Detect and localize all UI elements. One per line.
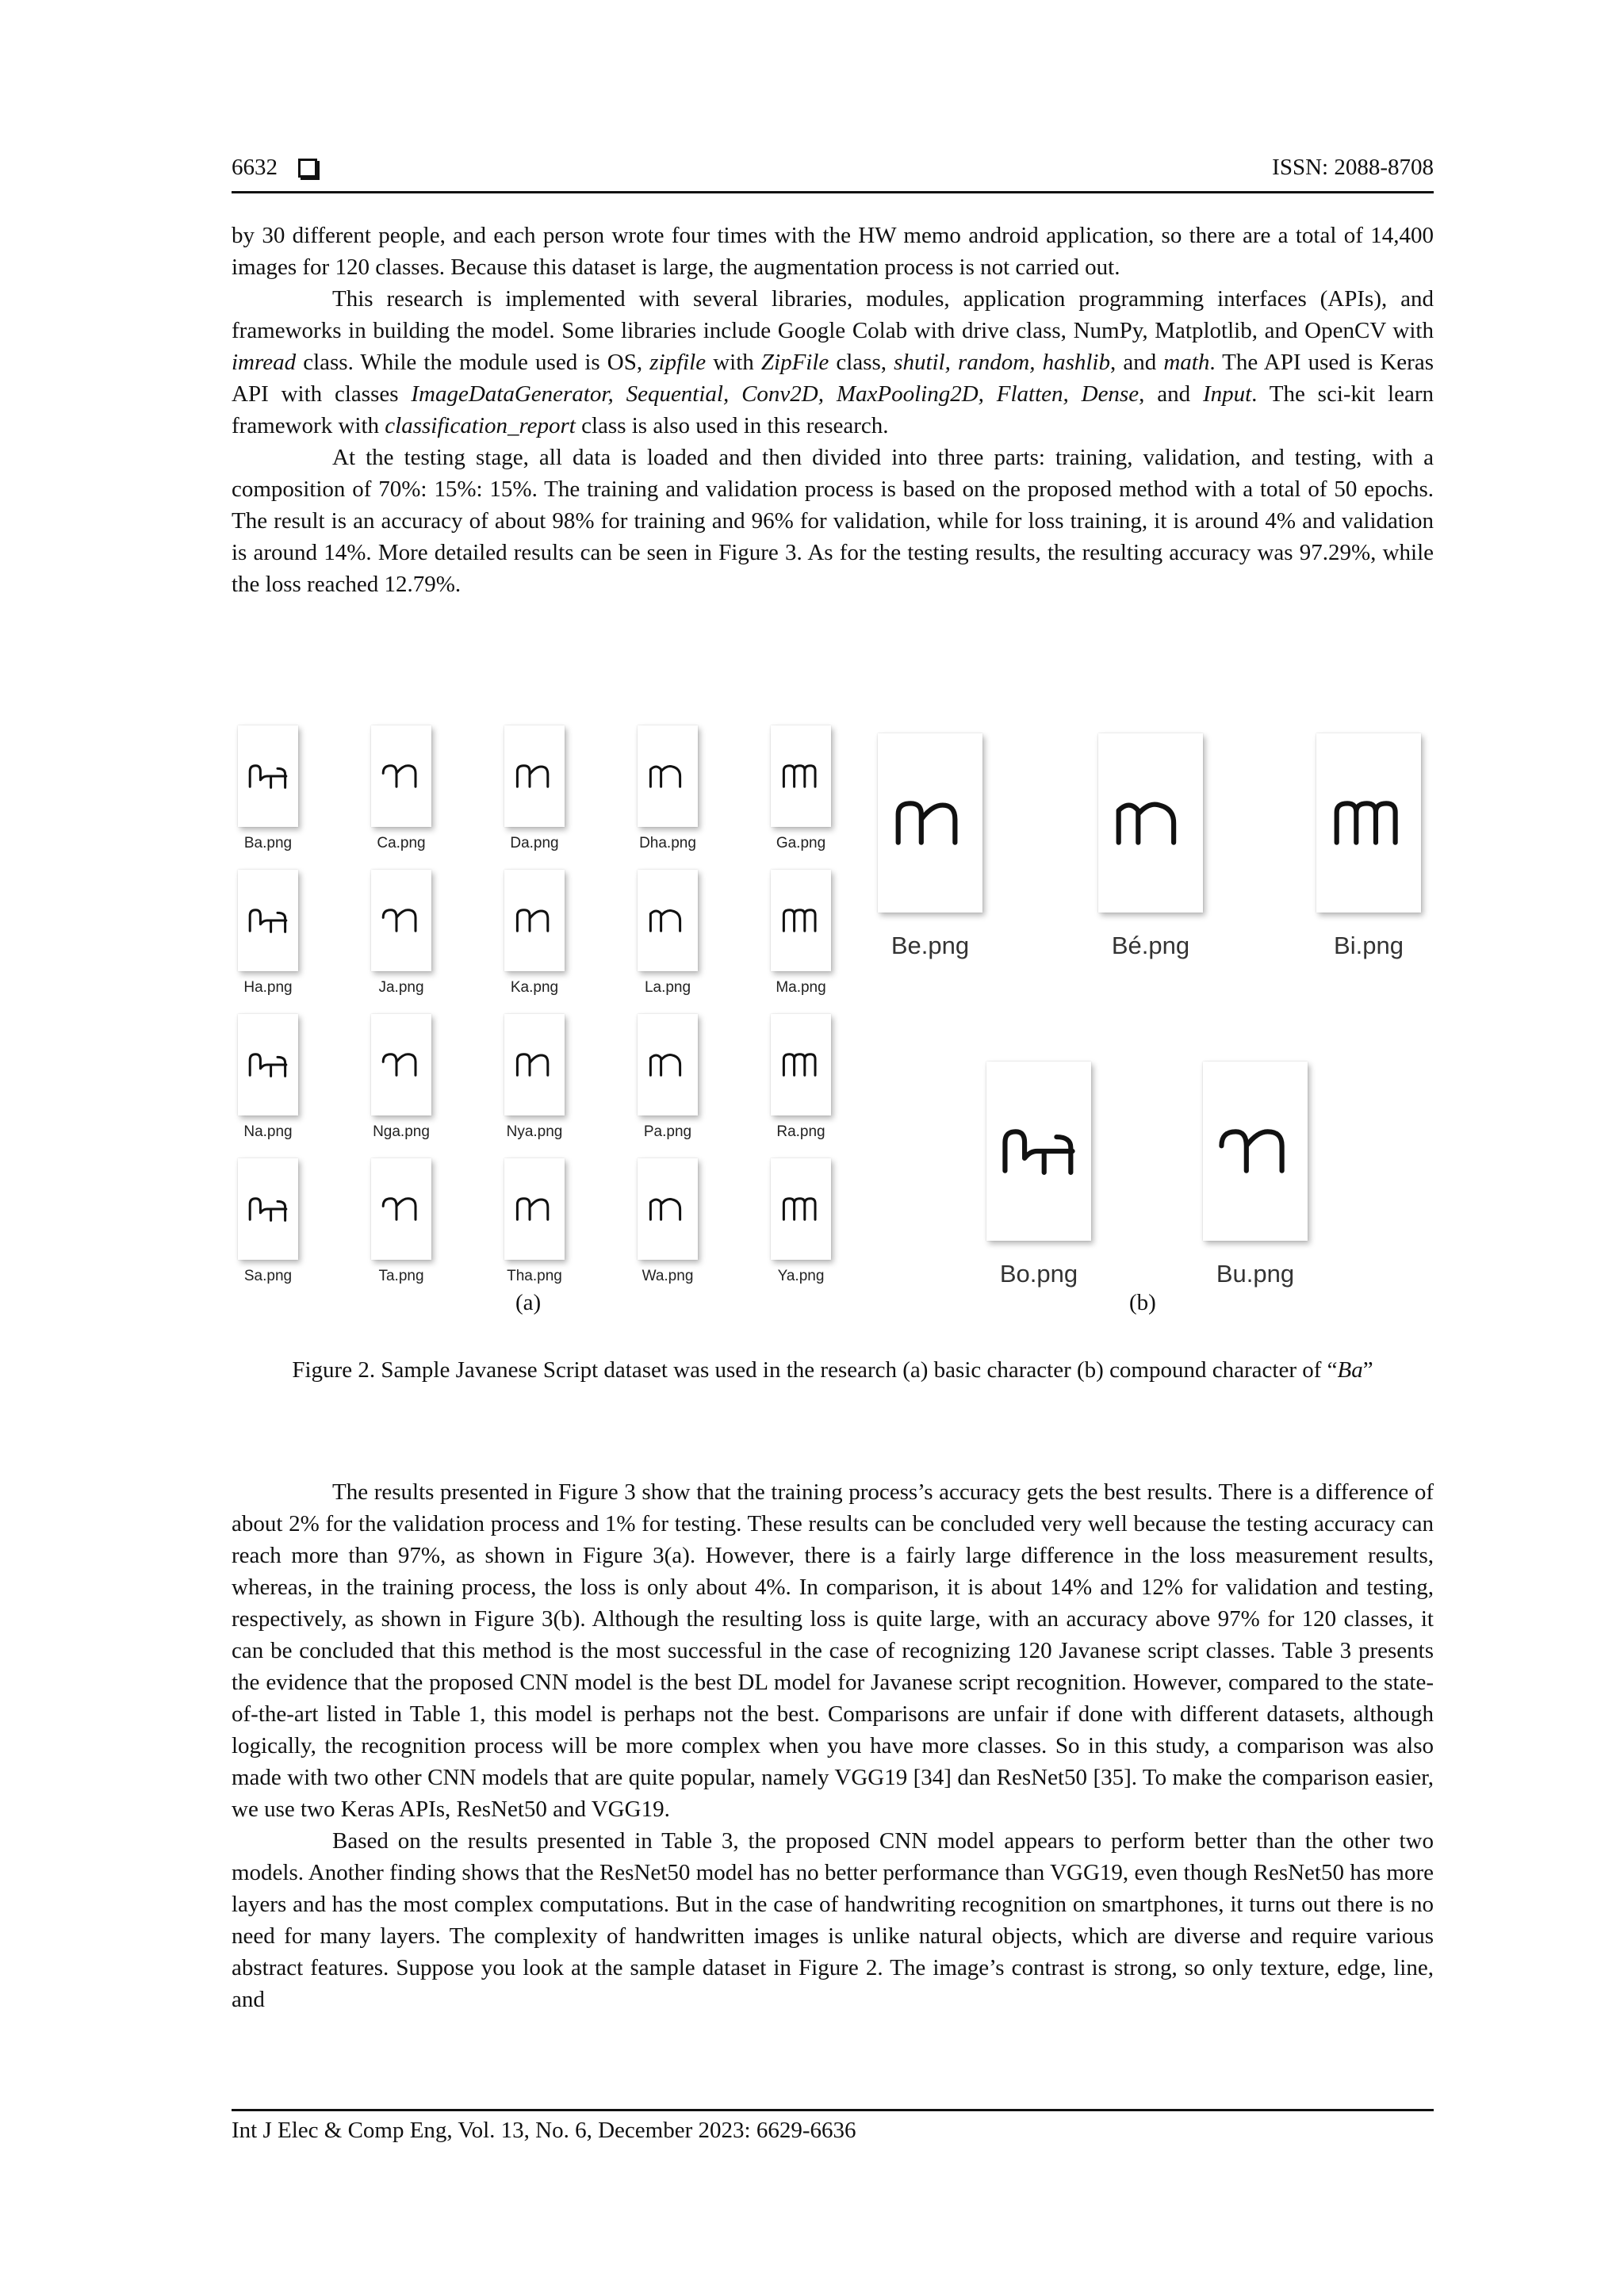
page-number-group	[232, 155, 317, 181]
handwritten-glyph-icon	[377, 1185, 425, 1233]
handwritten-glyph-icon	[777, 1041, 825, 1089]
compound-thumbnail-filename: Bé.png	[1111, 932, 1190, 959]
handwritten-glyph-icon	[250, 1199, 286, 1221]
compound-thumbnail-filename: Bo.png	[999, 1260, 1078, 1288]
thumbnail-card[interactable]	[238, 725, 298, 827]
thumbnail-filename: Pa.png	[643, 1123, 692, 1140]
handwritten-glyph-icon	[250, 910, 286, 932]
compound-thumbnail-card[interactable]	[1098, 733, 1203, 913]
page-header	[232, 155, 1434, 193]
body-text-bottom	[232, 1476, 1434, 2015]
thumbnail-card[interactable]	[371, 870, 431, 971]
handwritten-glyph-icon	[898, 803, 956, 842]
thumbnail-filename: Ka.png	[510, 979, 559, 996]
handwritten-glyph-icon	[250, 1054, 286, 1077]
handwritten-glyph-icon	[783, 1054, 815, 1075]
handwritten-glyph-icon	[644, 897, 691, 944]
handwritten-glyph-icon	[650, 1199, 680, 1219]
thumbnail-card[interactable]	[504, 1158, 565, 1260]
handwritten-glyph-icon	[511, 1185, 558, 1233]
thumbnail-filename: Ma.png	[776, 979, 826, 996]
handwritten-glyph-icon	[994, 1107, 1083, 1196]
handwritten-glyph-icon	[244, 1041, 292, 1089]
thumbnail-card[interactable]	[238, 1014, 298, 1115]
handwritten-glyph-icon	[1106, 779, 1195, 867]
figure-label-a: (a)	[515, 1290, 542, 1315]
compound-thumbnail-card[interactable]	[878, 733, 982, 913]
compound-thumbnail-card[interactable]	[1203, 1062, 1308, 1241]
page-footer: Int J Elec & Comp Eng, Vol. 13, No. 6, December 2023: 6629-6636	[232, 2109, 1434, 2144]
handwritten-glyph-icon	[650, 910, 680, 931]
handwritten-glyph-icon	[644, 1041, 691, 1089]
handwritten-glyph-icon	[383, 1054, 416, 1075]
handwritten-glyph-icon	[517, 766, 547, 786]
thumbnail-filename: Tha.png	[507, 1268, 562, 1284]
handwritten-glyph-icon	[1211, 1107, 1300, 1196]
thumbnail-card[interactable]	[771, 725, 831, 827]
figure-caption: Figure 2. Sample Javanese Script dataset was used in the research (a) basic character (b) compound character of “Ba”	[292, 1357, 1373, 1383]
thumbnail-filename: Wa.png	[642, 1268, 694, 1284]
handwritten-glyph-icon	[511, 752, 558, 800]
handwritten-glyph-icon	[650, 766, 680, 786]
thumbnail-card[interactable]	[238, 1158, 298, 1260]
handwritten-glyph-icon	[1324, 779, 1413, 867]
thumbnail-card[interactable]	[638, 1158, 698, 1260]
thumbnail-filename: Da.png	[510, 835, 559, 851]
handwritten-glyph-icon	[377, 1041, 425, 1089]
thumbnail-card[interactable]	[371, 725, 431, 827]
handwritten-glyph-icon	[644, 752, 691, 800]
handwritten-glyph-icon	[244, 752, 292, 800]
thumbnail-card[interactable]	[504, 1014, 565, 1115]
handwritten-glyph-icon	[383, 766, 416, 786]
paragraph-5: Based on the results presented in Table 3, the proposed CNN model appears to perform better than the other two models. Another finding shows that the ResNet50 model has no better performance than VGG19, even though ResNet50 has more layers and has the most complex computations. But in the case of handwriting recognition on smartphones, it turns out there is no need for many layers. The complexity of handwritten images is unlike natural objects, which are diverse and require various abstract features. Suppose you look at the sample dataset in Figure 2. The image’s contrast is strong, so only texture, edge, line, and	[232, 1828, 1434, 2012]
thumbnail-card[interactable]	[771, 1014, 831, 1115]
handwritten-glyph-icon	[517, 1199, 547, 1219]
page-number: 6632	[232, 155, 278, 180]
thumbnail-filename: La.png	[644, 979, 691, 996]
handwritten-glyph-icon	[886, 779, 975, 867]
thumbnail-card[interactable]	[771, 870, 831, 971]
handwritten-glyph-icon	[783, 910, 815, 931]
handwritten-glyph-icon	[1119, 805, 1174, 843]
thumbnail-card[interactable]	[238, 870, 298, 971]
figure-label-b: (b)	[1129, 1290, 1156, 1315]
handwritten-glyph-icon	[777, 1185, 825, 1233]
handwritten-glyph-icon	[644, 1185, 691, 1233]
thumbnail-card[interactable]	[504, 725, 565, 827]
handwritten-glyph-icon	[783, 766, 815, 786]
thumbnail-filename: Sa.png	[243, 1268, 293, 1284]
handwritten-glyph-icon	[1337, 803, 1396, 842]
thumbnail-card[interactable]	[638, 1014, 698, 1115]
handwritten-glyph-icon	[383, 910, 416, 931]
handwritten-glyph-icon	[1221, 1131, 1281, 1170]
handwritten-glyph-icon	[244, 1185, 292, 1233]
thumbnail-filename: Ya.png	[777, 1268, 825, 1284]
thumbnail-filename: Ga.png	[776, 835, 826, 851]
paragraph-3: At the testing stage, all data is loaded and then divided into three parts: training, validation, and testing, with a composition of 70%: 15%: 15%. The training and validation process is based on the proposed method with a total of 50 epochs. The result is an accuracy of about 98% for training and 96% for validation, while for loss training, it is around 4% and validation is around 14%. More detailed results can be seen in Figure 3. As for the testing results, the resulting accuracy was 97.29%, while the loss reached 12.79%.	[232, 445, 1434, 597]
handwritten-glyph-icon	[244, 897, 292, 944]
thumbnail-card[interactable]	[638, 870, 698, 971]
handwritten-glyph-icon	[777, 897, 825, 944]
compound-thumbnail-filename: Bu.png	[1216, 1260, 1295, 1288]
thumbnail-filename: Ja.png	[378, 979, 424, 996]
handwritten-glyph-icon	[777, 752, 825, 800]
paragraph-4: The results presented in Figure 3 show that the training process’s accuracy gets the best results. There is a difference of about 2% for the validation process and 1% for testing. These results can be concluded very well because the testing accuracy can reach more than 97%, as shown in Figure 3(a). However, there is a fairly large difference in the loss measurement results, whereas, in the training process, the loss is only about 4%. In comparison, it is about 14% and 12% for validation and testing, respectively, as shown in Figure 3(b). Although the resulting loss is quite large, with an accuracy above 97% for 120 classes, it can be concluded that this method is the most successful in the case of recognizing 120 Javanese script classes. Table 3 presents the evidence that the proposed CNN model is the best DL model for Javanese script recognition. However, compared to the state-of-the-art listed in Table 1, this model is perhaps not the best. Comparisons are unfair if done with different datasets, although logically, the recognition process will be more complex when you have more classes. So in this study, a comparison was also made with two other CNN models that are quite popular, namely VGG19 [34] dan ResNet50 [35]. To make the comparison easier, we use two Keras APIs, ResNet50 and VGG19.	[232, 1479, 1434, 1822]
paragraph-2: This research is implemented with several libraries, modules, application programming interfaces (APIs), and frameworks in building the model. Some libraries include Google Colab with drive class, NumPy, Matplotlib, and OpenCV with imread class. While the module used is OS, zipfile with ZipFile class, shutil, random, hashlib, and math. The API used is Keras API with classes ImageDataGenerator, Sequential, Conv2D, MaxPooling2D, Flatten, Dense, and Input. The sci-kit learn framework with classification_report class is also used in this research.	[232, 286, 1434, 438]
compound-thumbnail-card[interactable]	[986, 1062, 1091, 1241]
thumbnail-card[interactable]	[371, 1014, 431, 1115]
thumbnail-filename: Na.png	[243, 1123, 293, 1140]
thumbnail-card[interactable]	[371, 1158, 431, 1260]
handwritten-glyph-icon	[377, 897, 425, 944]
figure-2	[232, 718, 1434, 1344]
thumbnail-filename: Dha.png	[639, 835, 696, 851]
handwritten-glyph-icon	[511, 897, 558, 944]
body-text-top	[232, 220, 1434, 600]
handwritten-glyph-icon	[650, 1054, 680, 1075]
paragraph-1: by 30 different people, and each person wrote four times with the HW memo android application, so there are a total of 14,400 images for 120 classes. Because this dataset is large, the augmentation process is not carried out.	[232, 223, 1434, 280]
thumbnail-filename: Ta.png	[378, 1268, 424, 1284]
handwritten-glyph-icon	[517, 1054, 547, 1075]
thumbnail-card[interactable]	[504, 870, 565, 971]
thumbnail-filename: Ra.png	[776, 1123, 825, 1140]
compound-thumbnail-filename: Be.png	[891, 932, 970, 959]
thumbnail-filename: Nga.png	[373, 1123, 430, 1140]
compound-thumbnail-filename: Bi.png	[1334, 932, 1404, 959]
handwritten-glyph-icon	[383, 1199, 416, 1219]
thumbnail-filename: Ca.png	[377, 835, 426, 851]
compound-thumbnail-card[interactable]	[1316, 733, 1421, 913]
handwritten-glyph-icon	[517, 910, 547, 931]
handwritten-glyph-icon	[1005, 1131, 1072, 1173]
handwritten-glyph-icon	[783, 1199, 815, 1219]
thumbnail-card[interactable]	[638, 725, 698, 827]
thumbnail-filename: Nya.png	[506, 1123, 563, 1140]
thumbnail-filename: Ha.png	[243, 979, 293, 996]
issn-label: ISSN: 2088-8708	[1272, 155, 1434, 180]
handwritten-glyph-icon	[377, 752, 425, 800]
thumbnail-card[interactable]	[771, 1158, 831, 1260]
handwritten-glyph-icon	[250, 766, 286, 788]
handwritten-glyph-icon	[511, 1041, 558, 1089]
checkbox-square-icon	[298, 159, 317, 178]
thumbnail-filename: Ba.png	[243, 835, 293, 851]
